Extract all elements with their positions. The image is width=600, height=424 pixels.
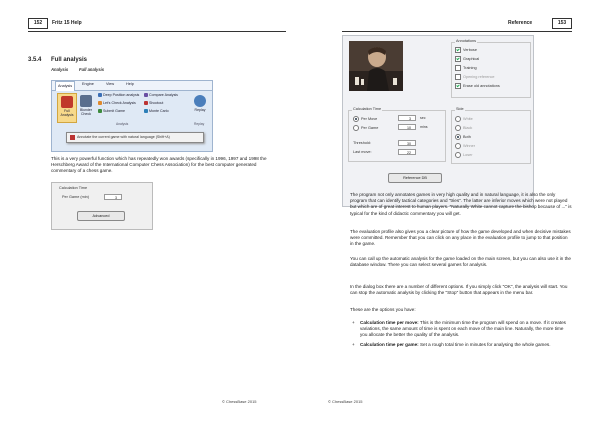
bullet-term: Calculation time per move:: [360, 320, 419, 325]
ribbon-tabs: [52, 81, 212, 91]
right-page: [300, 0, 600, 424]
radio-dot: [455, 116, 461, 122]
paragraph-5: These are the options you have:: [350, 307, 416, 312]
footer: © ChessBase 2015: [222, 399, 257, 404]
graphical-checkbox[interactable]: [455, 56, 479, 62]
compare-analysis-label: Compare Analysis: [149, 93, 178, 97]
side-both-radio[interactable]: [455, 134, 471, 140]
deep-position-analysis-button[interactable]: [98, 93, 139, 97]
tooltip: [66, 132, 204, 143]
paragraph-4: In the dialog box there are a number of different options. If you simply click "OK", the analysis will start. You can stop the automatic analysis by clicking the "Stop" button that appears in the menu bar.: [350, 284, 568, 296]
header-title: Reference: [508, 20, 533, 26]
side-white-radio: [455, 116, 473, 122]
paragraph-1: The program not only annotates games in very high quality and in natural language, it is also the only program that can identify tactical categories and "tries". The latter are inferior moves which were not played but which are of great interest to human players. "Naturally White cannot capture the bishop because of ..." is typical for the kind of didactic commentary you will get.: [350, 192, 572, 216]
side-black-label: Black: [463, 126, 473, 130]
advanced-button[interactable]: Advanced: [77, 211, 125, 221]
page-number: 152: [28, 18, 48, 29]
training-label: Training: [463, 66, 477, 70]
graphical-label: Graphical: [463, 57, 480, 61]
replay-icon: [194, 95, 206, 107]
monte-carlo-label: Monte Carlo: [149, 109, 169, 113]
threshold-input[interactable]: 30: [398, 140, 416, 146]
last-move-label: Last move:: [353, 150, 372, 154]
deep-position-analysis-label: Deep Position analysis: [103, 93, 140, 97]
bullet-per-game: [360, 342, 572, 348]
side-loser-label: Loser: [463, 153, 473, 157]
side-winner-radio: [455, 143, 475, 149]
replay-label: Replay: [194, 108, 206, 112]
replay-button[interactable]: [191, 93, 209, 121]
full-analysis-button[interactable]: [57, 93, 77, 123]
tab-help[interactable]: Help: [126, 82, 134, 86]
verbose-checkbox[interactable]: [455, 47, 477, 53]
full-analysis-label: Full Analysis: [60, 109, 74, 117]
shootout-icon: [144, 101, 148, 105]
checkbox-box: [455, 83, 461, 89]
reference-db-button[interactable]: Reference DB: [388, 173, 442, 183]
side-both-label: Both: [463, 135, 471, 139]
lets-check-icon: [98, 101, 102, 105]
section-title: Full analysis: [51, 57, 88, 63]
tab-view[interactable]: View: [106, 82, 115, 86]
compare-analysis-button[interactable]: [144, 93, 178, 97]
radio-dot: [353, 116, 359, 122]
page-number: 153: [552, 18, 572, 29]
per-move-input[interactable]: 3: [398, 115, 416, 121]
submit-game-label: Submit Game: [103, 109, 125, 113]
monte-carlo-icon: [144, 109, 148, 113]
bullet-text: This is the minimum time the program will spend on a move. If it creates variations, the same amount of time is spent on each move of the main line. Naturally, the more time you allocate the better the quality of the analysis.: [360, 320, 566, 338]
erase-old-annotations-label: Erase old annotations: [463, 84, 500, 88]
radio-dot: [455, 152, 461, 158]
per-move-label: Per Move: [361, 117, 378, 121]
per-move-radio[interactable]: [353, 116, 377, 122]
monte-carlo-button[interactable]: [144, 109, 169, 113]
section-number: 3.5.4: [28, 57, 42, 63]
per-game-radio[interactable]: [353, 125, 378, 131]
chess-player-photo: [349, 41, 403, 91]
group-label-analysis: Analysis: [116, 122, 129, 126]
full-analysis-dialog: [342, 35, 534, 207]
calc-time-group-title: Calculation Time: [353, 107, 382, 111]
per-game-input[interactable]: 10: [398, 124, 416, 130]
radio-dot: [455, 143, 461, 149]
submit-game-button[interactable]: [98, 109, 125, 113]
per-game-label: Per Game: [361, 126, 379, 130]
training-checkbox[interactable]: [455, 65, 477, 71]
header-rule: [28, 31, 286, 32]
checkbox-box: [455, 65, 461, 71]
shootout-label: Shootout: [149, 101, 164, 105]
opening-reference-checkbox: [455, 74, 494, 80]
paragraph-2: The evaluation profile also gives you a clear picture of how the game developed and when decisive mistakes were committed. Remember that you can click on any place in the evaluation profile to jump to that position in the game.: [350, 229, 571, 247]
verbose-label: Verbose: [463, 48, 477, 52]
tab-analysis[interactable]: Analysis: [55, 81, 75, 91]
bullet-mark: +: [352, 342, 355, 347]
lets-check-analysis-label: Let's Check Analysis: [103, 101, 136, 105]
last-move-input[interactable]: 22: [398, 149, 416, 155]
header-title: Fritz 15 Help: [52, 20, 82, 26]
tab-engine[interactable]: Engine: [82, 82, 94, 86]
blunder-check-icon: [80, 95, 92, 107]
shootout-button[interactable]: [144, 101, 163, 105]
per-game-label: Per Game (min): [62, 195, 90, 199]
per-game-input[interactable]: 3: [104, 194, 122, 200]
radio-dot: [455, 125, 461, 131]
annotations-group-title: Annotations: [456, 39, 477, 43]
header-rule: [342, 31, 572, 32]
checkbox-box: [455, 56, 461, 62]
per-game-unit: mins: [420, 125, 428, 129]
full-analysis-icon: [61, 96, 73, 108]
paragraph-3: You can call up the automatic analysis for the game loaded on the main screen, but you can also use it in the database window. There you can select several games for analysis.: [350, 256, 571, 268]
side-white-label: White: [463, 117, 473, 121]
footer: © ChessBase 2015: [328, 399, 363, 404]
side-winner-label: Winner: [463, 144, 476, 148]
calculation-time-dialog: [51, 182, 153, 230]
intro-paragraph: This is a very powerful function which has repeatedly won awards (specifically in 1996, 1997 and 1998 the Herschberg Award of the International Computer Chess Association) for the best computer generated commentary of a chess game.: [51, 156, 267, 174]
tooltip-text: Annotate the current game with natural language (Shift+A): [77, 135, 170, 139]
side-group-title: Side: [456, 107, 464, 111]
bullet-term: Calculation time per game:: [360, 342, 419, 347]
opening-reference-label: Opening reference: [463, 75, 495, 79]
compare-analysis-icon: [144, 93, 148, 97]
calc-time-group-title: Calculation Time: [59, 186, 88, 190]
erase-old-annotations-checkbox[interactable]: [455, 83, 500, 89]
per-move-unit: sec: [420, 116, 426, 120]
bullet-text: Set a rough total time in minutes for analysing the whole games.: [418, 342, 551, 347]
group-label-replay: Replay: [194, 122, 205, 126]
side-loser-radio: [455, 152, 473, 158]
breadcrumb-analysis: Analysis: [51, 67, 69, 72]
blunder-check-label: Blunder Check: [79, 108, 93, 116]
deep-analysis-icon: [98, 93, 102, 97]
submit-game-icon: [98, 109, 102, 113]
bullet-mark: +: [352, 320, 355, 325]
radio-dot: [353, 125, 359, 131]
checkbox-box: [455, 74, 461, 80]
radio-dot: [455, 134, 461, 140]
blunder-check-button[interactable]: [77, 93, 95, 121]
lets-check-analysis-button[interactable]: [98, 101, 136, 105]
side-black-radio: [455, 125, 472, 131]
bullet-per-move: [360, 320, 572, 339]
threshold-label: Threshold:: [353, 141, 371, 145]
breadcrumb-full-analysis: Full analysis: [79, 67, 105, 72]
checkbox-box: [455, 47, 461, 53]
full-analysis-icon: [70, 135, 75, 140]
